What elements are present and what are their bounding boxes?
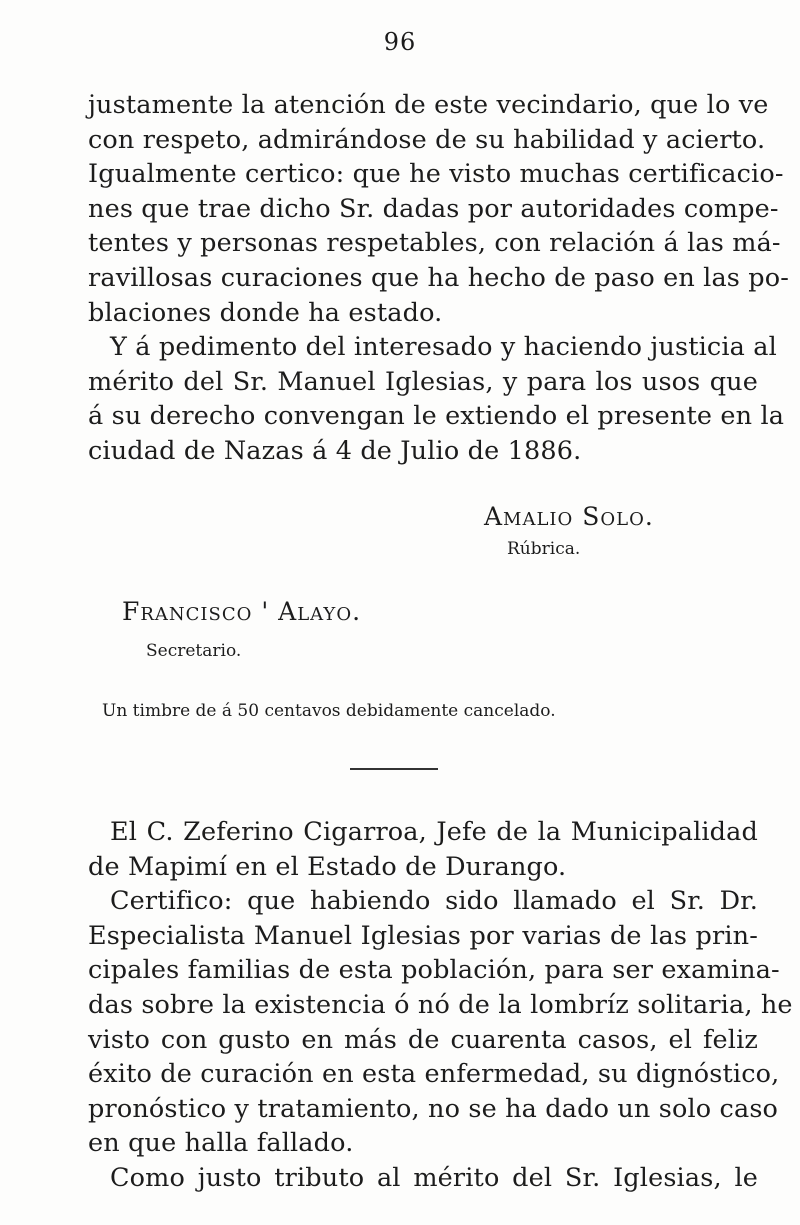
text-line: justamente la atención de este vecindario, que lo ve (88, 90, 769, 120)
text-line: de Mapimí en el Estado de Durango. (88, 851, 567, 882)
text-line: Como justo tributo al mérito del Sr. Iglesias, le (110, 1162, 758, 1193)
text-line: Especialista Manuel Iglesias por varias de las prin- (88, 920, 758, 951)
signature-name-francisco-alayo: Francisco ' Alayo. (122, 597, 362, 626)
text-line: ciudad de Nazas á 4 de Julio de 1886. (88, 435, 582, 466)
text-line: con respeto, admirándose de su habilidad y acierto. (88, 124, 766, 155)
certificate-text-2 (88, 815, 793, 1196)
signature-role-rubrica: Rúbrica. (507, 539, 581, 559)
page-number: 96 (383, 28, 417, 56)
text-line: Igualmente certico: que he visto muchas certificacio- (88, 159, 784, 190)
text-line: en que halla fallado. (88, 1128, 354, 1159)
text-line: nes que trae dicho Sr. dadas por autoridades compe- (88, 193, 779, 224)
text-line: blaciones donde ha estado. (88, 297, 443, 328)
signature-name-amalio-solo: Amalio Solo. (484, 502, 654, 531)
section-divider (350, 768, 438, 770)
text-line: mérito del Sr. Manuel Iglesias, y para los usos que (88, 366, 758, 397)
text-line: tentes y personas respetables, con relación á las má- (88, 228, 781, 259)
text-line: Y á pedimento del interesado y haciendo justicia al (110, 332, 777, 363)
text-line: cipales familias de esta población, para ser examina- (88, 955, 780, 986)
text-line: á su derecho convengan le extiendo el presente en la (88, 401, 785, 432)
certificate-text-1 (88, 88, 790, 469)
stamp-note: Un timbre de á 50 centavos debidamente cancelado. (102, 701, 556, 721)
text-line: éxito de curación en esta enfermedad, su dignóstico, (88, 1059, 780, 1090)
text-line: pronóstico y tratamiento, no se ha dado un solo caso (88, 1093, 779, 1124)
text-line: das sobre la existencia ó nó de la lombríz solitaria, he (88, 989, 793, 1020)
text-line: El C. Zeferino Cigarroa, Jefe de la Municipalidad (110, 817, 758, 847)
text-line: ravillosas curaciones que ha hecho de paso en las po- (88, 262, 790, 293)
text-line: visto con gusto en más de cuarenta casos, el feliz (88, 1024, 758, 1055)
signature-role-secretario: Secretario. (146, 641, 242, 661)
text-line: Certifico: que habiendo sido llamado el Sr. Dr. (110, 886, 758, 917)
